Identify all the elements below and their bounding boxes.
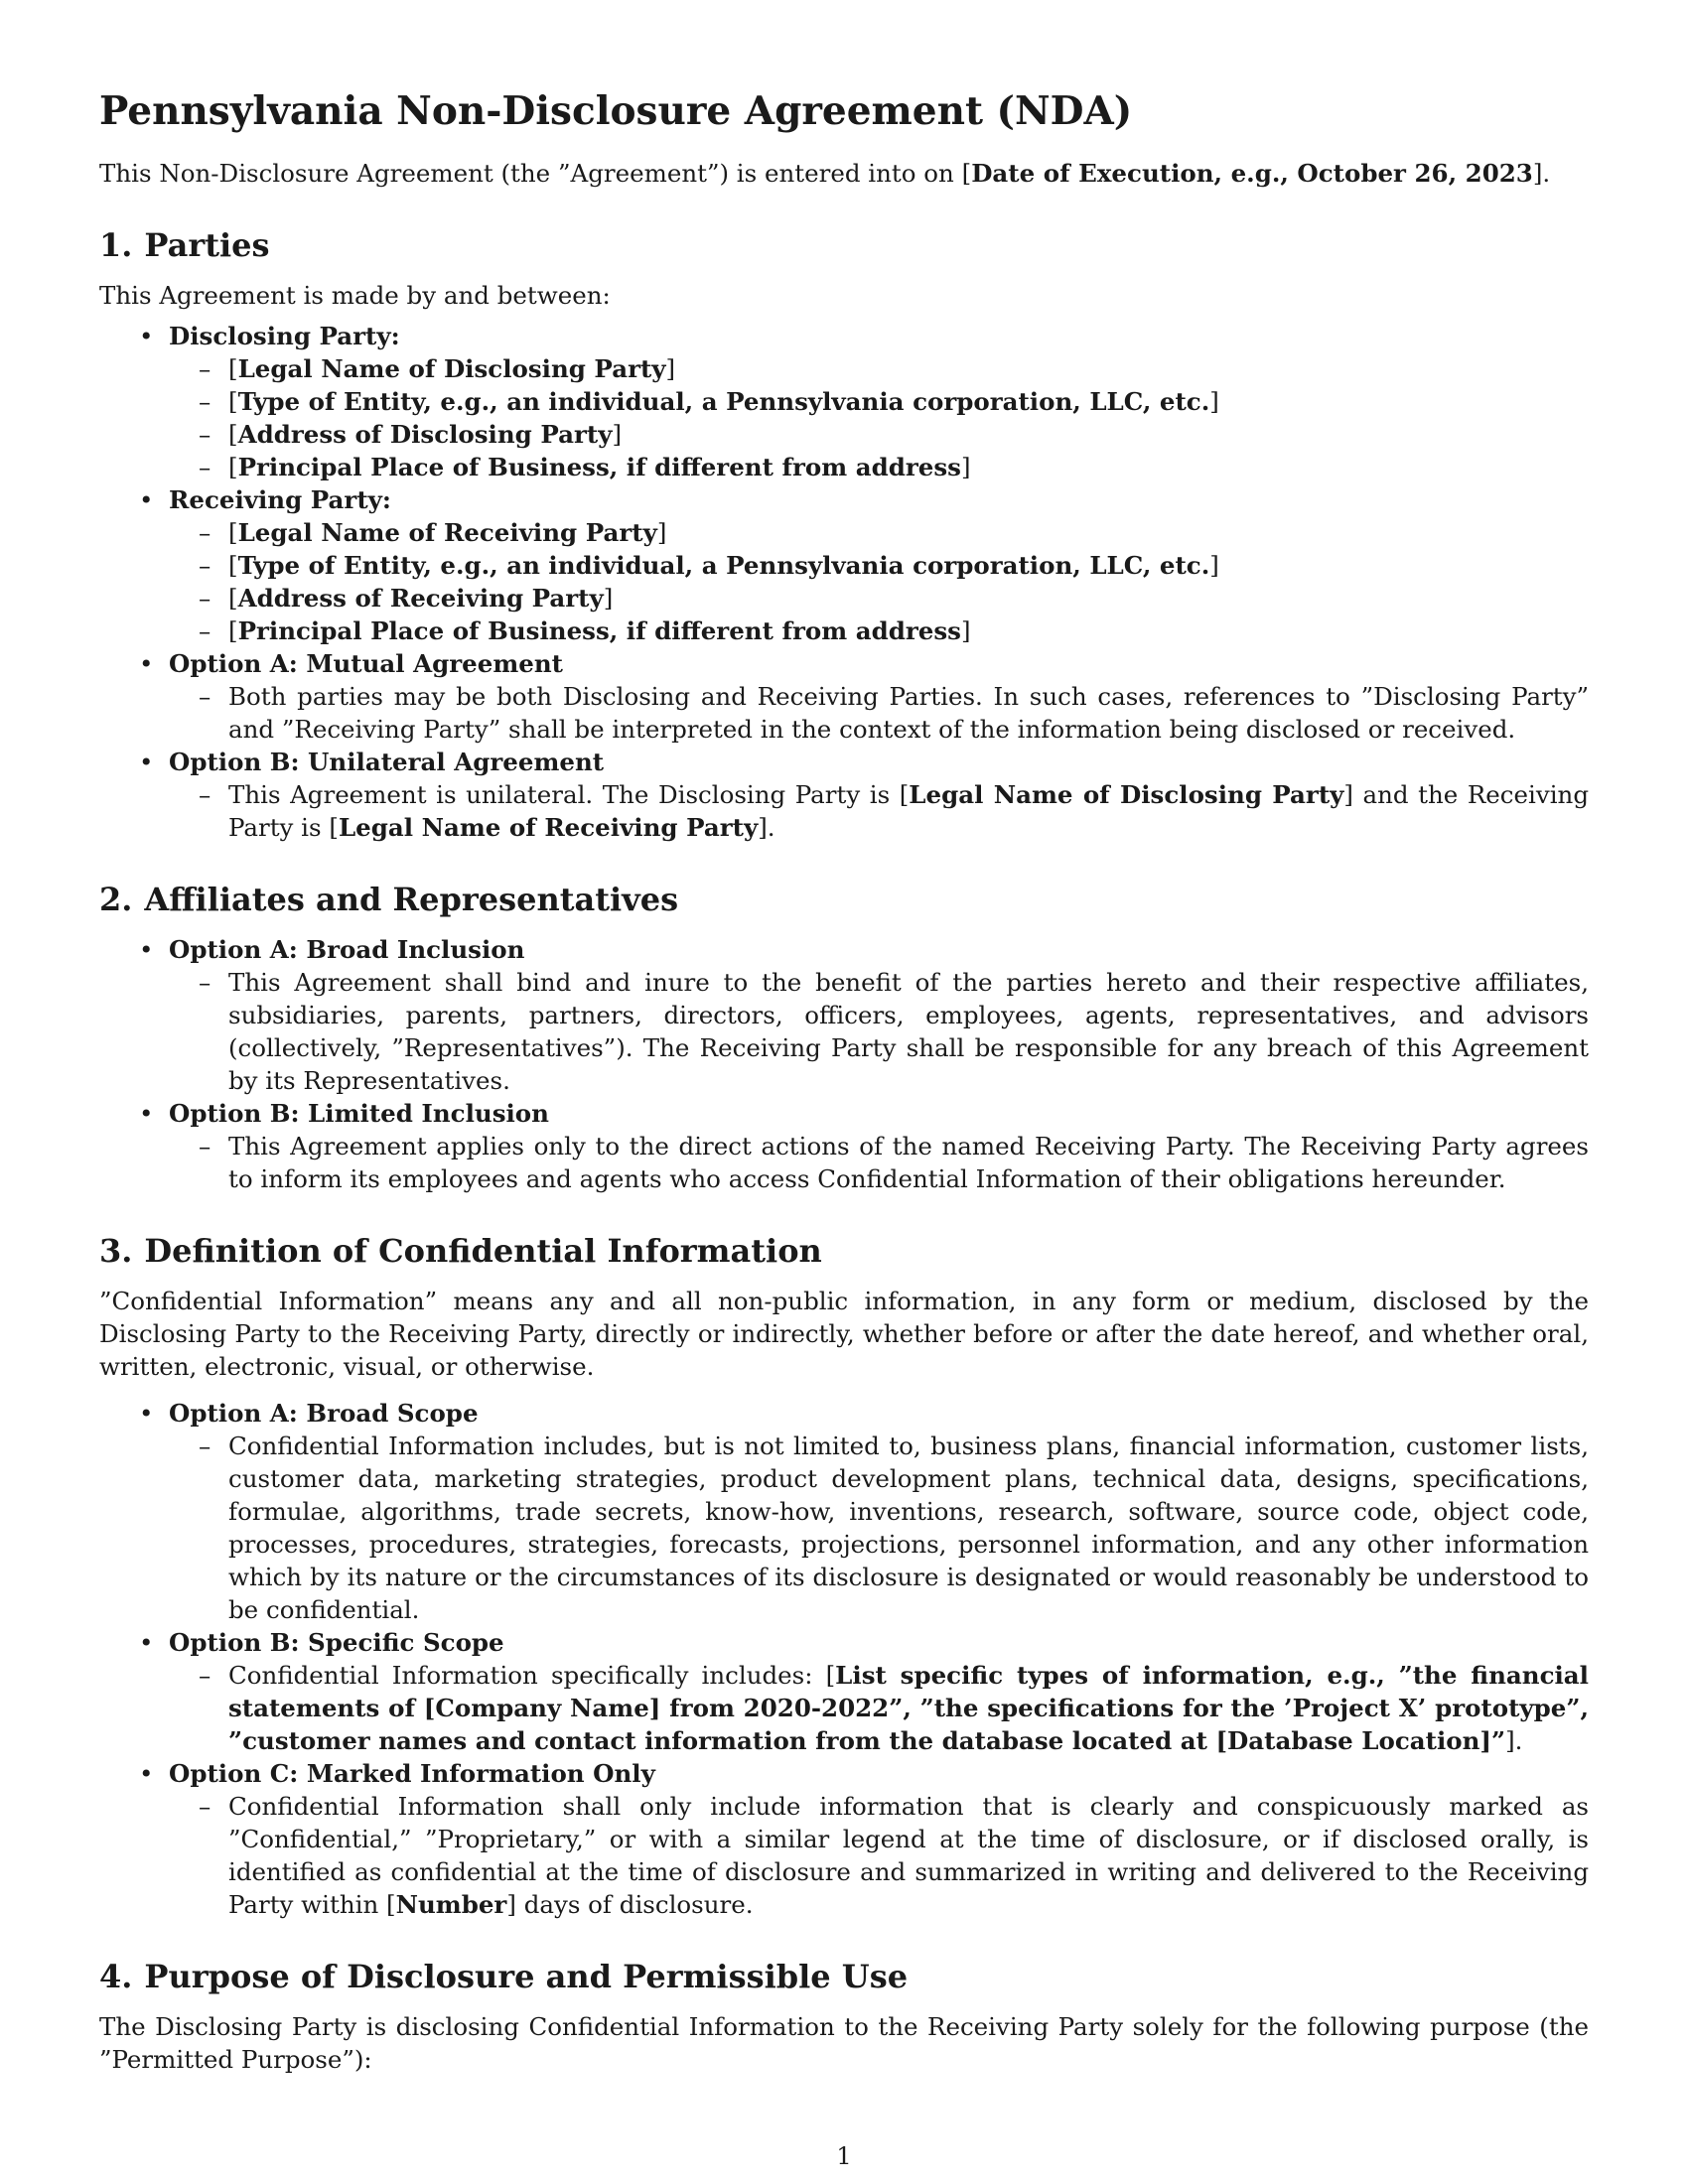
section-2-heading: 2. Affiliates and Representatives bbox=[99, 881, 679, 918]
list-item: • Option C: Marked Information Only – Confidential Information shall only include information that is clearly and conspicuously marked as ”Confidential,” ”Proprietary,” or with a similar legend at the time of disclosure, or if disclosed orally, is identified as confidential at the time of disclosure and summarized in writing and delivered to the Receiving Party within [Number] days of disclosure. bbox=[169, 1757, 1589, 1921]
list-item: – [Legal Name of Receiving Party] bbox=[228, 516, 1589, 549]
section-3-heading: 3. Definition of Confidential Information bbox=[99, 1232, 822, 1270]
section-4-heading: 4. Purpose of Disclosure and Permissible Use bbox=[99, 1958, 909, 1995]
list-item: – [Principal Place of Business, if different from address] bbox=[228, 614, 1589, 647]
scope-list bbox=[99, 1397, 1589, 1921]
list-item: • Option A: Broad Inclusion – This Agreement shall bind and inure to the benefit of the parties hereto and their respective affiliates, subsidiaries, parents, partners, directors, officers, employees, agents, representatives, and advisors (collectively, ”Representatives”). The Receiving Party shall be responsible for any breach of this Agreement by its Representatives. bbox=[169, 933, 1589, 1097]
parties-list bbox=[99, 320, 1589, 844]
list-item: • Option A: Mutual Agreement – Both parties may be both Disclosing and Receiving Parties. In such cases, references to ”Disclosing Party” and ”Receiving Party” shall be interpreted in the context of the information being disclosed or received. bbox=[169, 647, 1589, 746]
list-item: – [Principal Place of Business, if different from address] bbox=[228, 451, 1589, 483]
intro-paragraph: This Non-Disclosure Agreement (the ”Agreement”) is entered into on [Date of Execution, e.g., October 26, 2023]. bbox=[99, 159, 1551, 188]
list-item: – This Agreement applies only to the direct actions of the named Receiving Party. The Receiving Party agrees to inform its employees and agents who access Confidential Information of their obligations hereunder. bbox=[228, 1130, 1589, 1195]
date-placeholder: Date of Execution, e.g., October 26, 2023 bbox=[971, 159, 1533, 188]
list-item: – [Address of Receiving Party] bbox=[228, 582, 1589, 614]
section-1-heading: 1. Parties bbox=[99, 226, 270, 264]
list-item: – Confidential Information shall only include information that is clearly and conspicuously marked as ”Confidential,” ”Proprietary,” or with a similar legend at the time of disclosure, or if disclosed orally, is identified as confidential at the time of disclosure and summarized in writing and delivered to the Receiving Party within [Number] days of disclosure. bbox=[228, 1790, 1589, 1921]
document-page bbox=[99, 87, 1589, 2076]
list-item: – This Agreement is unilateral. The Disclosing Party is [Legal Name of Disclosing Party] and the Receiving Party is [Legal Name of Receiving Party]. bbox=[228, 778, 1589, 844]
affiliates-list bbox=[99, 933, 1589, 1195]
list-item: – Confidential Information includes, but is not limited to, business plans, financial information, customer lists, customer data, marketing strategies, product development plans, technical data, designs, specifications, formulae, algorithms, trade secrets, know-how, inventions, research, software, source code, object code, processes, procedures, strategies, forecasts, projections, personnel information, and any other information which by its nature or the circumstances of its disclosure is designated or would reasonably be understood to be confidential. bbox=[228, 1430, 1589, 1626]
list-item: • Option A: Broad Scope – Confidential Information includes, but is not limited to, business plans, financial information, customer lists, customer data, marketing strategies, product development plans, technical data, designs, specifications, formulae, algorithms, trade secrets, know-how, inventions, research, software, source code, object code, processes, procedures, strategies, forecasts, projections, personnel information, and any other information which by its nature or the circumstances of its disclosure is designated or would reasonably be understood to be confidential. bbox=[169, 1397, 1589, 1626]
list-item: • Disclosing Party: – [Legal Name of Disclosing Party] – [Type of Entity, e.g., an individual, a Pennsylvania corporation, LLC, etc.] – [Address of Disclosing Party] – [Principal Place of Business, if different from address] bbox=[169, 320, 1589, 483]
page-number: 1 bbox=[836, 2142, 852, 2170]
list-item: • Receiving Party: – [Legal Name of Receiving Party] – [Type of Entity, e.g., an individual, a Pennsylvania corporation, LLC, etc.] – [Address of Receiving Party] – [Principal Place of Business, if different from address] bbox=[169, 483, 1589, 647]
list-item: – This Agreement shall bind and inure to the benefit of the parties hereto and their respective affiliates, subsidiaries, parents, partners, directors, officers, employees, agents, representatives, and advisors (collectively, ”Representatives”). The Receiving Party shall be responsible for any breach of this Agreement by its Representatives. bbox=[228, 966, 1589, 1097]
list-item: – Both parties may be both Disclosing and Receiving Parties. In such cases, references to ”Disclosing Party” and ”Receiving Party” shall be interpreted in the context of the information being disclosed or received. bbox=[228, 680, 1589, 746]
section-1-lead: This Agreement is made by and between: bbox=[99, 281, 611, 310]
section-3-lead: ”Confidential Information” means any and all non-public information, in any form or medium, disclosed by the Disclosing Party to the Receiving Party, directly or indirectly, whether before or after the date hereof, and whether oral, written, electronic, visual, or otherwise. bbox=[99, 1287, 1589, 1381]
list-item: • Option B: Specific Scope – Confidential Information specifically includes: [List specific types of information, e.g., ”the financial statements of [Company Name] from 2020-2022”, ”the specifications for the ’Project X’ prototype”, ”customer names and contact information from the database located at [Database Location]”]. bbox=[169, 1626, 1589, 1757]
list-item: – [Type of Entity, e.g., an individual, a Pennsylvania corporation, LLC, etc.] bbox=[228, 385, 1589, 418]
list-item: – [Type of Entity, e.g., an individual, a Pennsylvania corporation, LLC, etc.] bbox=[228, 549, 1589, 582]
list-item: • Option B: Unilateral Agreement – This Agreement is unilateral. The Disclosing Party is [Legal Name of Disclosing Party] and the Receiving Party is [Legal Name of Receiving Party]. bbox=[169, 746, 1589, 844]
list-item: • Option B: Limited Inclusion – This Agreement applies only to the direct actions of the named Receiving Party. The Receiving Party agrees to inform its employees and agents who access Confidential Information of their obligations hereunder. bbox=[169, 1097, 1589, 1195]
list-item: – [Address of Disclosing Party] bbox=[228, 418, 1589, 451]
list-item: – [Legal Name of Disclosing Party] bbox=[228, 352, 1589, 385]
list-item: – Confidential Information specifically includes: [List specific types of information, e.g., ”the financial statements of [Company Name] from 2020-2022”, ”the specifications for the ’Project X’ prototype”, ”customer names and contact information from the database located at [Database Location]”]. bbox=[228, 1659, 1589, 1757]
document-title: Pennsylvania Non-Disclosure Agreement (NDA) bbox=[99, 88, 1133, 134]
section-4-lead: The Disclosing Party is disclosing Confidential Information to the Receiving Party solely for the following purpose (the ”Permitted Purpose”): bbox=[99, 2012, 1589, 2074]
